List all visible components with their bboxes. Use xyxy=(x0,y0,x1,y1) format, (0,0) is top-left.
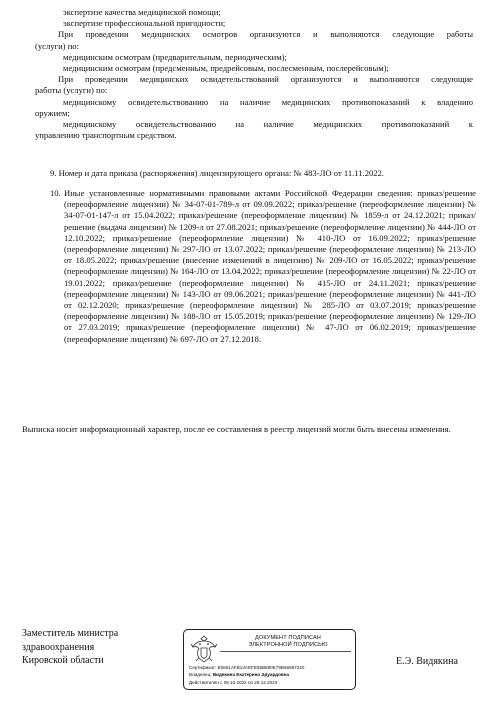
signer-name: Е.Э. Видякина xyxy=(396,656,458,667)
list-item-cont: оружием; xyxy=(35,107,70,118)
electronic-signature-stamp xyxy=(183,629,356,690)
order-number-item: 9. Номер и дата приказа (распоряжения) лицензирующего органа: № 483-ЛО от 11.11.2022. xyxy=(50,168,385,178)
certificate-validity: Действителен с 05.10.2022 по 29.12.2023 xyxy=(189,679,278,685)
list-item-cont: управлению транспортным средством. xyxy=(35,130,177,141)
stamp-details xyxy=(189,664,354,686)
item-number: 10. xyxy=(50,188,61,198)
stamp-divider xyxy=(220,651,351,652)
stamp-header-line: ДОКУМЕНТ ПОДПИСАН xyxy=(255,635,321,641)
list-item: медицинскому освидетельствованию на наличие медицинских противопоказаний к xyxy=(63,119,473,130)
signer-position-line: Заместитель министра xyxy=(22,628,119,639)
section-heading-cont: работы (услуги) по: xyxy=(35,85,108,96)
other-info-item xyxy=(50,188,476,345)
stamp-header xyxy=(224,635,352,649)
certificate-owner xyxy=(189,671,354,678)
disclaimer-note: Выписка носит информационный характер, после ее составления в реестр лицензий могли быть внесены изменения. xyxy=(22,424,451,434)
owner-label: Владелец: xyxy=(189,672,212,678)
signer-position-line: Кировской области xyxy=(22,655,104,666)
signer-position xyxy=(22,627,162,668)
certificate-number: Сертификат: E0661AFB13AEFE55B680E79B66597240 xyxy=(189,665,305,670)
services-list xyxy=(33,7,473,141)
coat-of-arms-icon xyxy=(189,633,219,665)
list-item: экспертизе профессиональной пригодности; xyxy=(63,18,226,29)
other-info-text: Иные установленные нормативными правовыми актами Российской Федерации сведения: приказ/решение (переоформление лицензии) № 34-07-01-789-л от 09.09.2022; приказ/решение (переоформление лицензии) № 34-07-01-147-л от 15.04.2022; приказ/решение (переоформление лицензии) № 1859-л от 24.12.2021; приказ/решение (выдача лицензии) № 1209-л от 27.08.2021; приказ/решение (переоформление лицензии) № 444-ЛО от 12.10.2022; приказ/решение (переоформление лицензии) № 410-ЛО от 16.09.2022; приказ/решение (переоформление лицензии) № 297-ЛО от 13.07.2022; приказ/решение (переоформление лицензии) № 213-ЛО от 18.05.2022; приказ/решение (внесение изменений в лицензию) № 209-ЛО от 16.05.2022; приказ/решение (переоформление лицензии) № 164-ЛО от 13.04.2022; приказ/решение (переоформление лицензии) № 22-ЛО от 19.01.2022; приказ/решение (переоформление лицензии) № 415-ЛО от 24.11.2021; приказ/решение (переоформление лицензии) № 143-ЛО от 09.06.2021; приказ/решение (переоформление лицензии) № 441-ЛО от 02.12.2020; приказ/решение (переоформление лицензии) № 285-ЛО от 03.07.2019; приказ/решение (переоформление лицензии) № 188-ЛО от 15.05.2019; приказ/решение (переоформление лицензии) № 129-ЛО от 27.03.2019; приказ/решение (переоформление лицензии) № 47-ЛО от 06.02.2019; приказ/решение (переоформление лицензии) № 697-ЛО от 27.12.2018. xyxy=(64,188,476,344)
section-heading: При проведении медицинских осмотров организуются и выполняются следующие работы xyxy=(58,29,473,40)
section-heading-cont: (услуги) по: xyxy=(35,40,79,51)
stamp-header-line: ЭЛЕКТРОННОЙ ПОДПИСЬЮ xyxy=(248,642,328,648)
owner-name: Видякина Екатерина Эдуардовна xyxy=(212,672,290,678)
list-item: медицинским осмотрам (предварительным, периодическим); xyxy=(63,51,287,62)
list-item: медицинскому освидетельствованию на наличие медицинских противопоказаний к владению xyxy=(63,96,473,107)
list-item: экспертизе качества медицинской помощи; xyxy=(63,7,221,17)
signer-position-line: здравоохранения xyxy=(22,641,95,653)
list-item: медицинским осмотрам (предсменным, предрейсовым, послесменным, послерейсовым); xyxy=(63,63,389,74)
section-heading: При проведении медицинских освидетельствований организуются и выполняются следующие xyxy=(58,74,473,85)
